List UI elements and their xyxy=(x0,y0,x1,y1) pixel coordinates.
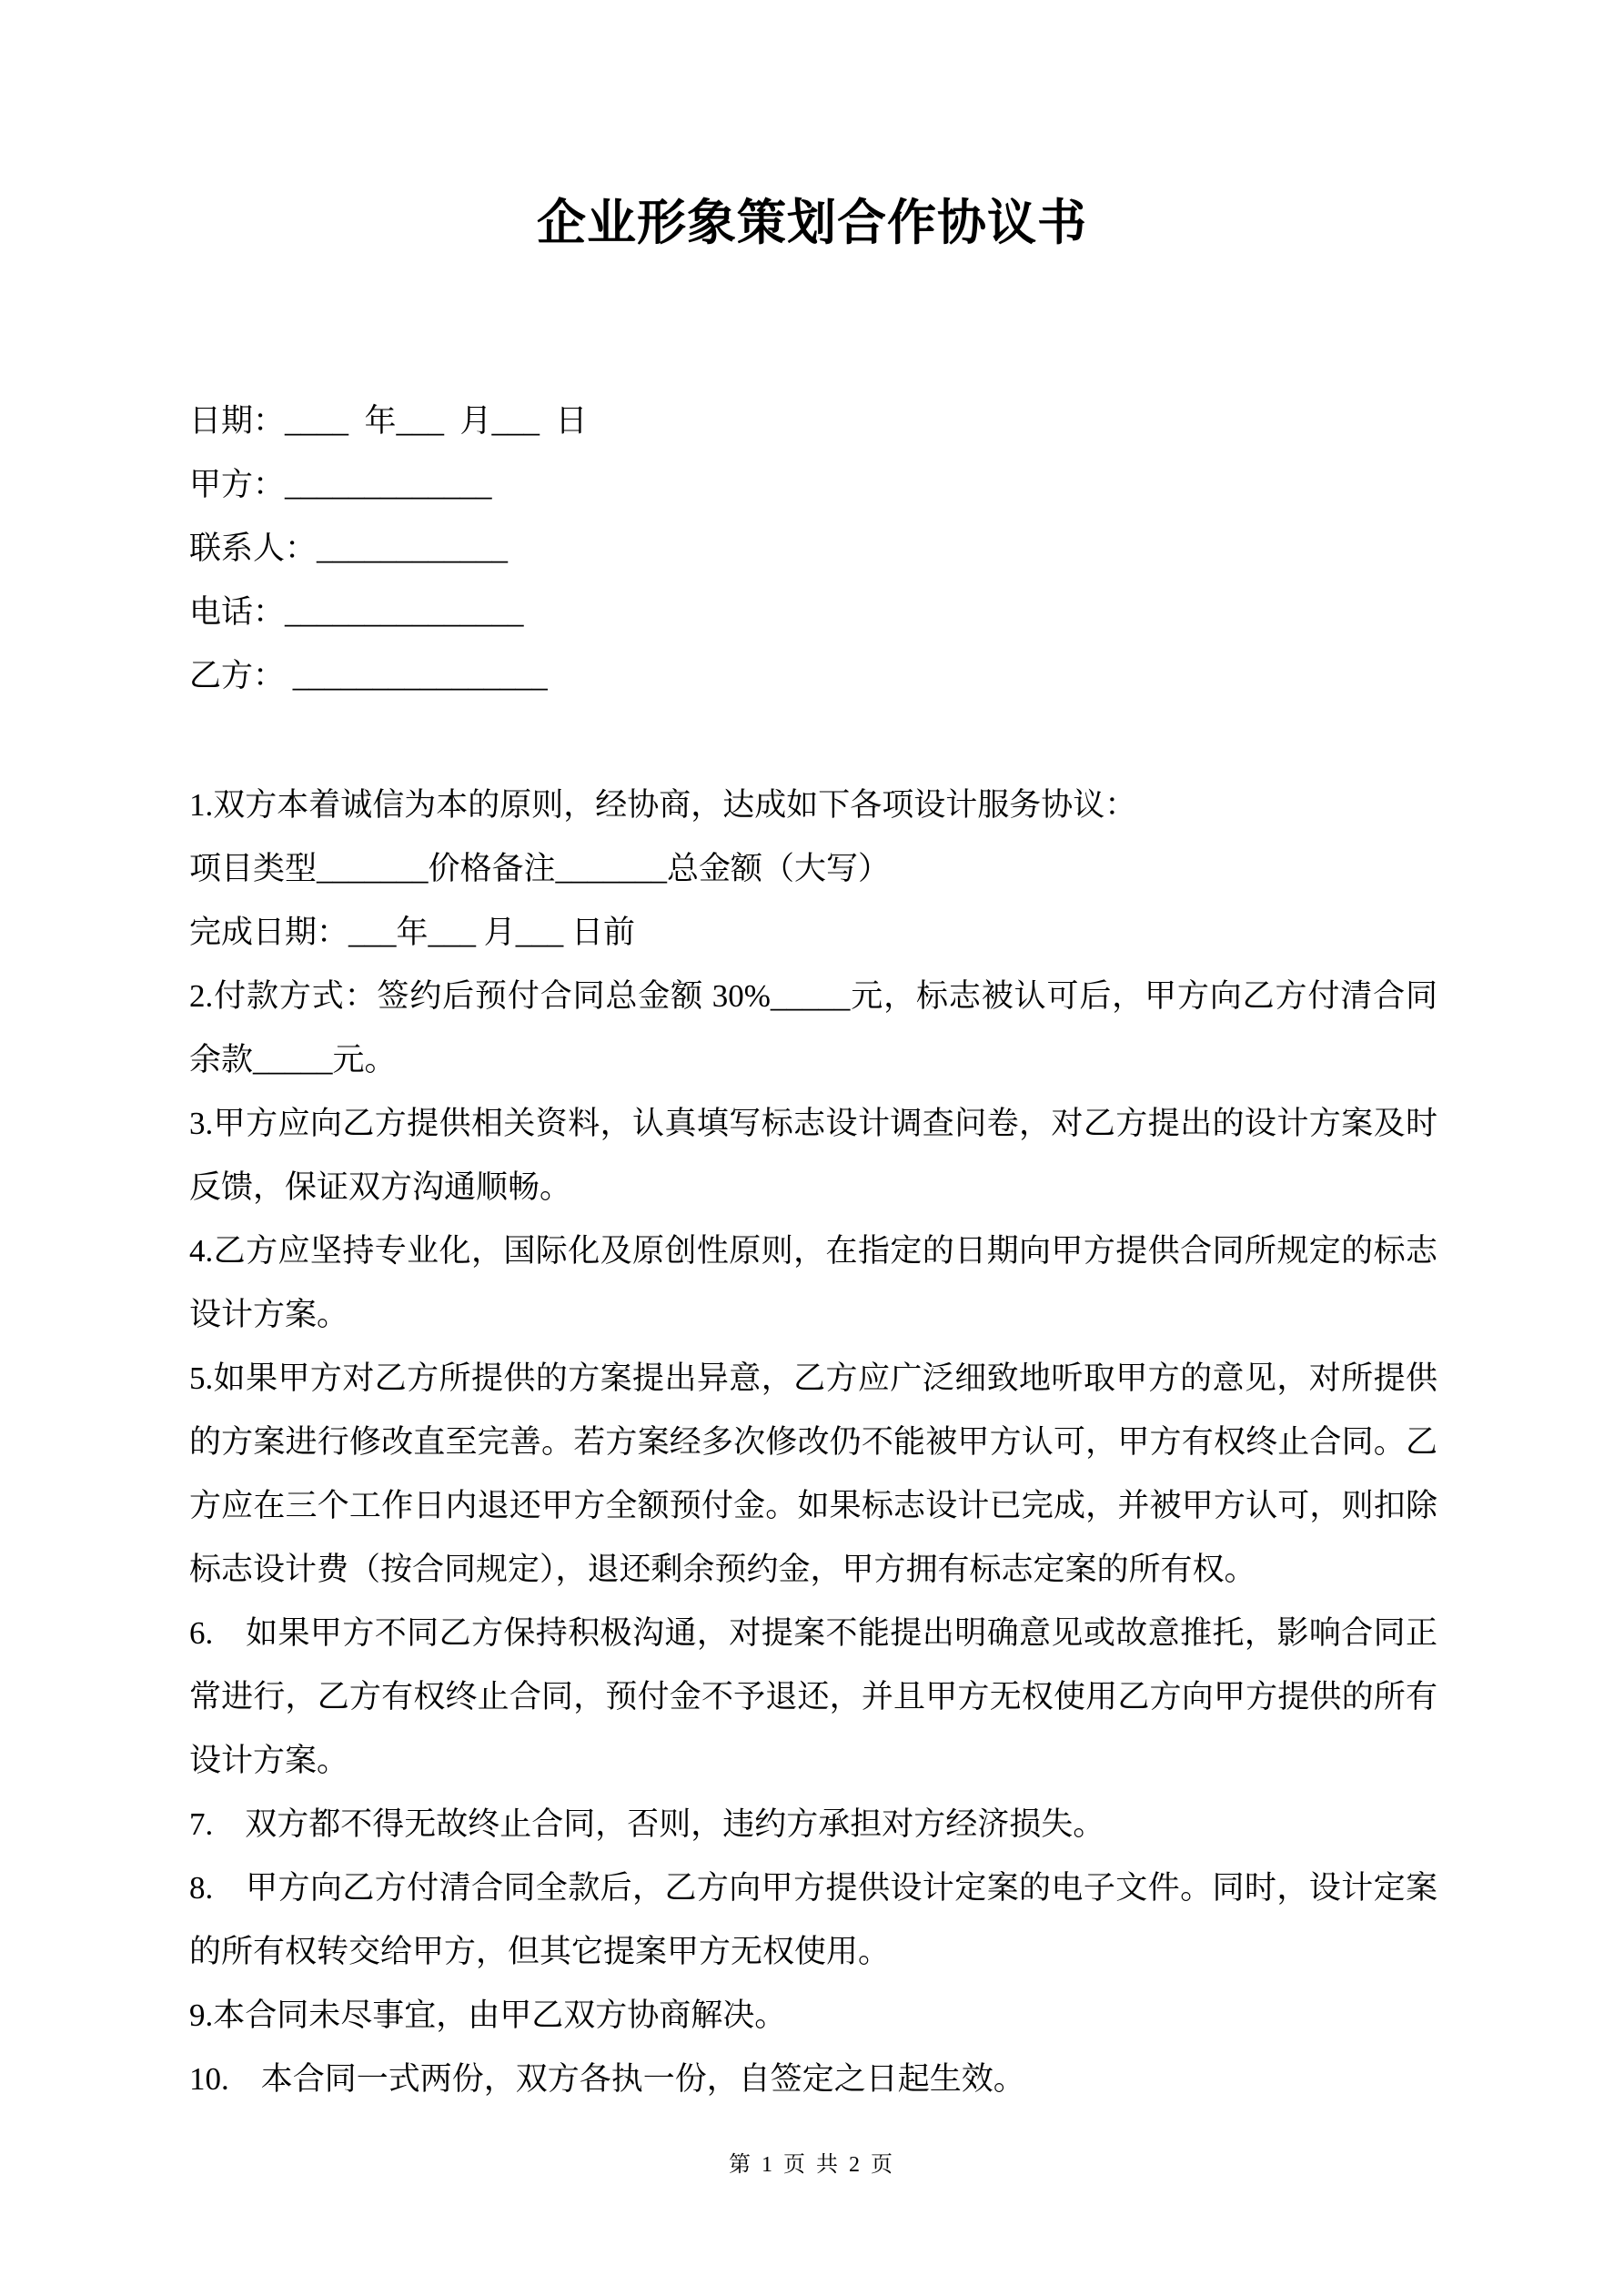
page-footer: 第 1 页 共 2 页 xyxy=(729,2153,895,2177)
clause-3-materials: 3.甲方应向乙方提供相关资料，认真填写标志设计调查问卷，对乙方提出的设计方案及时反馈，保证双方沟通顺畅。 xyxy=(189,1106,1437,1205)
clause-1-completion-date-line: 完成日期：___年___ 月___ 日前 xyxy=(189,915,636,950)
document-body xyxy=(0,389,1624,2111)
field-party-b: 乙方： ________________ xyxy=(189,658,548,693)
clause-7-termination: 7. 双方都不得无故终止合同，否则，违约方承担对方经济损失。 xyxy=(189,1806,1105,1842)
header-fields xyxy=(189,389,1437,708)
field-phone: 电话：_______________ xyxy=(189,594,524,630)
clause-5-revisions: 5.如果甲方对乙方所提供的方案提出异意，乙方应广泛细致地听取甲方的意见，对所提供的方案进行修改直至完善。若方案经多次修改仍不能被甲方认可，甲方有权终止合同。乙方应在三个工作日内退还甲方全额预付金。如果标志设计已完成，并被甲方认可，则扣除标志设计费（按合同规定），退还剩余预约金，甲方拥有标志定案的所有权。 xyxy=(189,1360,1437,1587)
clause-2-payment: 2.付款方式：签约后预付合同总金额 30%_____元，标志被认可后，甲方向乙方付清合同余款_____元。 xyxy=(189,978,1437,1077)
document-title: 企业形象策划合作协议书 xyxy=(537,196,1087,250)
clause-9-negotiation: 9.本合同未尽事宜，由甲乙双方协商解决。 xyxy=(189,1998,787,2033)
clause-8-deliverables: 8. 甲方向乙方付清合同全款后，乙方向甲方提供设计定案的电子文件。同时，设计定案的所有权转交给甲方，但其它提案甲方无权使用。 xyxy=(189,1870,1437,1969)
field-date: 日期：____ 年___ 月___ 日 xyxy=(189,403,588,439)
clauses-section xyxy=(189,774,1437,2111)
field-party-a: 甲方：_____________ xyxy=(189,467,492,502)
clause-1-intro: 1.双方本着诚信为本的原则，经协商，达成如下各项设计服务协议： xyxy=(189,787,1137,823)
clause-10-effectiveness: 10. 本合同一式两份，双方各执一份，自签定之日起生效。 xyxy=(189,2061,1025,2097)
clause-1-project-type-line: 项目类型_______价格备注_______总金额（大写） xyxy=(189,851,891,886)
clause-6-communication: 6. 如果甲方不同乙方保持积极沟通，对提案不能提出明确意见或故意推托，影响合同正常进行，乙方有权终止合同，预付金不予退还，并且甲方无权使用乙方向甲方提供的所有设计方案。 xyxy=(189,1615,1437,1778)
field-contact-person: 联系人：____________ xyxy=(189,531,509,566)
clause-4-professionalism: 4.乙方应坚持专业化，国际化及原创性原则，在指定的日期向甲方提供合同所规定的标志设计方案。 xyxy=(189,1233,1437,1332)
